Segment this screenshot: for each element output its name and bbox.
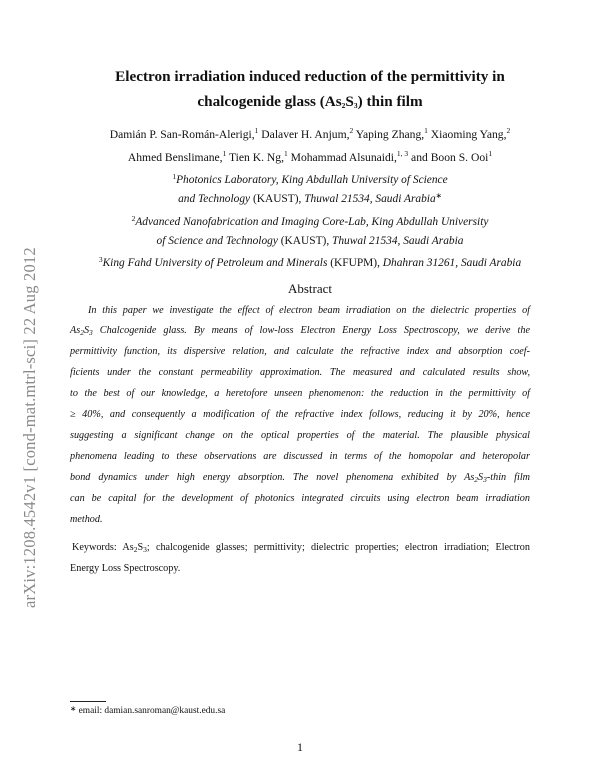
page-number: 1: [297, 740, 303, 754]
keywords-line: Energy Loss Spectroscopy.: [70, 563, 181, 574]
affiliation-3: $^3$King Fahd University of Petroleum and Minerals (KFUPM), Dhahran 31261, Saudi Arabia: [98, 255, 522, 269]
author-name: Ahmed Benslimane,: [127, 151, 223, 164]
author-name: Yaping Zhang,: [353, 128, 425, 141]
abstract-line: In this paper we investigate the effect of electron beam irradiation on the dielectric properties of: [88, 305, 530, 316]
affiliation-2-line-2: of Science and Technology (KAUST), Thuwal 21534, Saudi Arabia: [156, 235, 464, 247]
affiliation-1-line-1: $^1$Photonics Laboratory, King Abdullah University of Science: [172, 172, 448, 186]
abstract-line: phenomena leading to these observations are discussed in terms of the homopolar and heteropolar: [70, 451, 530, 462]
arxiv-identifier-stamp: arXiv:1208.4542v1 [cond-mat.mtrl-sci] 22 Aug 2012: [20, 247, 39, 608]
author-name: and Boon S. Ooi: [408, 151, 489, 164]
author-list-line-1: Damián P. San-Román-Alerigi,$^1$ Dalaver H. Anjum,$^2$ Yaping Zhang,$^1$ Xiaoming Yang,$^2$: [109, 126, 511, 141]
paper-title-line-2: chalcogenide glass $(As_2S_3)$ thin film: [197, 93, 423, 110]
abstract-line: ≥ 40%, and consequently a modification of the refractive index follows, reducing it by 20%, hence: [70, 409, 530, 420]
paper-title-line-1: Electron irradiation induced reduction of the permittivity in: [115, 68, 505, 85]
abstract-line: bond dynamics under high energy absorption. The novel phenomena exhibited by $As_2S_3$-thin film: [70, 472, 531, 484]
abstract-line: method.: [70, 514, 103, 525]
author-name: Mohammad Alsunaidi,: [287, 151, 397, 164]
footnote-rule: [70, 701, 106, 702]
affiliation-1-line-2: and Technology (KAUST), Thuwal 21534, Saudi Arabia∗: [178, 191, 442, 205]
author-list-line-2: Ahmed Benslimane,$^1$ Tien K. Ng,$^1$ Mohammad Alsunaidi,$^{1, 3}$ and Boon S. Ooi$^1$: [127, 149, 493, 164]
keywords-line: Keywords: $As_2S_3$; chalcogenide glasses; permittivity; dielectric properties; electron irradiation; Electron: [72, 542, 530, 554]
abstract-line: ficients under the constant permeability approximation. The measured and calculated results show,: [70, 367, 530, 378]
affiliation-2-line-1: $^2$Advanced Nanofabrication and Imaging Core-Lab, King Abdullah University: [131, 214, 489, 228]
author-name: Tien K. Ng,: [226, 151, 284, 164]
footnote-email: ∗ email: damian.sanroman@kaust.edu.sa: [70, 704, 226, 716]
abstract-line: $As_2S_3$ Chalcogenide glass. By means of low-loss Electron Energy Loss Spectroscopy, we derive the: [70, 325, 530, 337]
author-name: Xiaoming Yang,: [427, 128, 507, 141]
author-name: Dalaver H. Anjum,: [258, 128, 350, 141]
abstract-line: to the best of our knowledge, a heretofore unseen phenomenon: the reduction in the permittivity of: [70, 388, 530, 399]
abstract-heading: Abstract: [287, 281, 333, 296]
abstract-line: can be capital for the development of photonics integrated circuits using electron beam irradiation: [70, 493, 530, 504]
abstract-line: suggesting a significant change on the optical properties of the material. The plausible physical: [70, 430, 530, 441]
abstract-line: permittivity function, its dispersive relation, and calculate the refractive index and absorption coef-: [70, 346, 530, 357]
author-name: Damián P. San-Román-Alerigi,: [109, 128, 255, 141]
